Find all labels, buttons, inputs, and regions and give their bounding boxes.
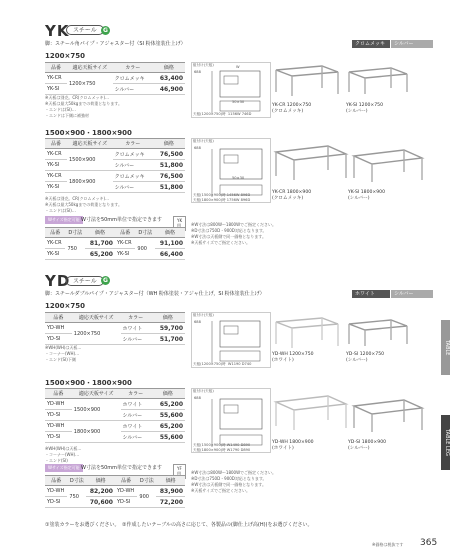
product-code: YK-CR [45,171,67,182]
color-bar-white: ホワイト [352,290,390,298]
product-caption: YK-CR 1200×750 [272,103,312,108]
color-name: クロムメッキ [113,73,153,84]
top-size: 1500×900 [72,399,121,421]
section-title-yd-1500: 1500×900・1800×900 [45,379,132,387]
notes-yk-1500: ※天板は別売。CR(クロムメッキ)… ※天板は最大50kgまでの荷重となります。 ・エンドは(SI)… [45,196,122,213]
product-color: (クロムメッキ) [272,196,304,201]
price: 65,200 [151,399,185,410]
product-code: YK-CR [115,238,135,249]
product-color: (シルバー) [346,109,368,114]
page-number: 365 [420,538,438,548]
product-code: YD-WH [45,399,72,410]
product-color: (シルバー) [348,446,370,451]
table-row [45,238,185,249]
col-header: カラー [121,313,151,323]
product-code: YK-SI [115,249,135,260]
price: 46,900 [153,84,185,95]
product-image-yd-si-1800 [350,396,426,434]
product-image-yk-si-1800 [350,146,426,184]
price: 91,100 [155,238,185,249]
product-image-yk-cr-1800 [272,142,350,182]
color-name: クロムメッキ [113,149,153,160]
col-header: D寸法 [67,476,86,486]
product-code: YD-WH [45,486,67,497]
price: 51,800 [153,182,185,193]
product-caption: YD-WH 1800×900 [272,440,314,445]
col-header: 品番 [45,139,67,149]
w-size-tag: Wサイズ指定可能 [45,464,83,472]
col-header: 品番 [45,389,72,399]
dim-pipe: 50×30 [232,176,245,180]
table-row [45,73,185,84]
product-code: YD-WH [45,421,72,432]
product-code: YK-SI [45,249,65,260]
price: 82,200 [86,486,115,497]
depth: 750 [65,238,85,260]
green-g-icon: G [101,26,110,35]
table-row [45,171,185,182]
product-code: YD-WH [115,486,137,497]
product-caption: YK-CR 1800×900 [272,190,312,195]
table-row [45,160,185,171]
drawing-label: 組付け(天板) [193,389,214,393]
w50-header-yk [45,216,185,228]
dim-pipe: 50×30 [232,100,245,104]
table-row [45,421,185,432]
col-header: 品番 [45,476,67,486]
w-size-tag: Wサイズ指定可能 [45,216,83,224]
color-name: シルバー [113,160,153,171]
dim-688: 688 [194,146,201,150]
material-badge-yk: スチール [66,25,104,35]
price: 72,200 [156,497,185,508]
color-name: シルバー [121,432,151,443]
drawing-label: 組付け(天板) [193,139,214,143]
table-row [45,182,185,193]
notes-yk-1200: ※天板は別売。CR(クロムメッキ)… ※天板は最大50kgまでの荷重となります。 ・エンドは(SI)… ・エンドは下側に補強材 [45,95,122,118]
price: 65,200 [85,249,115,260]
spec-table-yk-1500 [45,138,185,193]
side-tab-table-leg[interactable]: TABLE LEG [441,415,450,470]
product-color: (ホワイト) [272,358,294,363]
w50-header-yd [45,464,185,476]
footer-note: ①塗装カラーをお選びください。 ②作成したいテーブルの高さに応じて、各製品の(脚仕上げ高(H))をお選びください。 [45,522,313,528]
notes-yd-1500: ※WH(WH)は天板… ・コーナー(WH)… ・エンド(SI) [45,446,82,463]
color-name: シルバー [121,410,151,421]
product-code: YK-SI [45,182,67,193]
leg-dimension-drawing [192,63,272,119]
color-name: シルバー [113,84,153,95]
col-header: 品番 [45,63,67,73]
product-code: YK-CR [45,238,65,249]
product-image-yk-cr-1200 [272,62,342,98]
section-title-yd-1200: 1200×750 [45,302,85,310]
w50-table-yk [45,227,185,260]
price: 63,400 [153,73,185,84]
top-size: 1500×900 [67,149,113,171]
price: 76,500 [153,149,185,160]
product-color: (クロムメッキ) [272,109,304,114]
dim-w: W [236,65,240,69]
col-header: 品番 [115,228,135,238]
col-header: D寸法 [135,228,155,238]
color-bar-chrome: クロムメッキ [352,40,390,48]
section-title-yk-1200: 1200×750 [45,52,85,60]
spec-table-yd-1500 [45,388,185,443]
product-code: YD-WH [45,323,72,334]
product-code: YD-SI [45,410,72,421]
w50-title: W寸法を50mm単位で指定できます [81,465,163,471]
col-header: 価格 [156,476,185,486]
product-color: (ホワイト) [272,446,294,451]
col-header: 価格 [155,228,185,238]
material-badge-yd: スチール [66,276,104,286]
depth: 900 [137,486,156,508]
price: 76,500 [153,171,185,182]
col-header: 適応天板サイズ [67,139,113,149]
dims-yd-1500: 天板(1500×900)時 W1490 D890 天板(1800×900)時 W1790 D890 [193,443,251,452]
col-header: 価格 [151,313,185,323]
color-name: ホワイト [121,399,151,410]
drawing-yk-1200 [191,62,271,118]
product-color: (シルバー) [348,196,370,201]
col-header: 価格 [86,476,115,486]
color-bar-silver: シルバー [391,290,433,298]
col-header: 品番 [115,476,137,486]
side-notes-yk: ※W寸法は800W〜1800Wでご指定ください。 ※D寸法は750D・900D対応となります。 ※W寸法は天板側で同一価格となります。 ※天板サイズでご指定ください。 [191,222,277,245]
table-row [45,497,185,508]
col-header: 品番 [45,313,72,323]
price: 81,700 [85,238,115,249]
price: 51,700 [151,334,185,345]
product-image-yd-si-1200 [345,316,411,348]
product-color: (シルバー) [346,358,368,363]
col-header: 適応天板サイズ [72,313,121,323]
col-header: 適応天板サイズ [72,389,121,399]
notes-yd-1200: ※WH(WH)は天板… ・コーナー(WH)… ・エンド(SI)下側 [45,345,82,362]
table-row [45,84,185,95]
section-title-yk-1500: 1500×900・1800×900 [45,129,132,137]
table-row [45,323,185,334]
w50-ref: YK 用 [173,216,186,231]
table-row [45,486,185,497]
col-header: 価格 [85,228,115,238]
col-header: カラー [121,389,151,399]
top-size: 1200×750 [67,73,113,95]
product-code: YK-SI [45,84,67,95]
drawing-label: 組付け(天板) [193,313,214,317]
dims-yk-1500: 天板(1500×900)時 1456W 896D 天板(1800×900)時 1756W 896D [193,193,251,202]
material-description-yd: 脚：スチールダブルパイプ・アジャスター付（WH 粉体塗装・アジャ仕上げ，SI 粉体塗装仕上げ） [45,291,265,297]
color-name: クロムメッキ [113,171,153,182]
col-header: 価格 [153,63,185,73]
product-code: YD-SI [45,432,72,443]
color-name: シルバー [121,334,151,345]
product-image-yd-wh-1200 [272,314,342,350]
product-code: YK-CR [45,149,67,160]
col-header: D寸法 [137,476,156,486]
leg-dimension-drawing [192,313,272,369]
col-header: カラー [113,139,153,149]
series-title-yd: YD [45,272,71,290]
w50-title: W寸法を50mm単位で指定できます [81,217,163,223]
price: 51,800 [153,160,185,171]
color-name: シルバー [113,182,153,193]
price: 59,700 [151,323,185,334]
price: 55,600 [151,432,185,443]
product-caption: YD-WH 1200×750 [272,352,314,357]
price: 55,600 [151,410,185,421]
w50-ref: YF 用 [173,464,186,479]
product-caption: YD-SI 1200×750 [346,352,385,357]
footer-small: ※価格は税抜です [372,542,404,547]
product-caption: YK-SI 1200×750 [346,103,384,108]
price: 65,200 [151,421,185,432]
top-size: 1200×750 [72,323,121,345]
material-description-yk: 脚：スチール角パイプ・アジャスター付（SI 粉体塗装仕上げ） [45,41,186,47]
drawing-yd-1200 [191,312,271,368]
dim-688: 688 [194,70,201,74]
price: 66,400 [155,249,185,260]
color-name: ホワイト [121,323,151,334]
product-caption: YD-SI 1800×900 [348,440,387,445]
top-size: 1800×900 [67,171,113,193]
spec-table-yd-1200 [45,312,185,345]
side-tab-table[interactable]: TABLE [441,320,450,375]
col-header: 価格 [151,389,185,399]
w50-table-yd [45,475,185,508]
spec-table-yk-1200 [45,62,185,95]
col-header: 価格 [153,139,185,149]
col-header: 品番 [45,228,65,238]
table-row [45,399,185,410]
product-code: YD-SI [115,497,137,508]
color-bar-silver: シルバー [391,40,433,48]
product-code: YD-SI [45,334,72,345]
product-code: YK-SI [45,160,67,171]
side-notes-yd: ※W寸法は800W〜1800Wでご指定ください。 ※D寸法は750D・900D対応となります。 ※W寸法は天板側で同一価格となります。 ※天板サイズでご指定ください。 [191,470,277,493]
green-g-icon: G [101,276,110,285]
col-header: カラー [113,63,153,73]
product-image-yk-si-1200 [345,64,411,96]
col-header: D寸法 [65,228,85,238]
depth: 750 [67,486,86,508]
product-caption: YK-SI 1800×900 [348,190,386,195]
product-image-yd-wh-1800 [272,392,350,432]
product-code: YK-CR [45,73,67,84]
price: 70,600 [86,497,115,508]
price: 83,900 [156,486,185,497]
dims-yk-1200: 天板(1200×750)時 1156W 746D [193,112,252,116]
color-name: ホワイト [121,421,151,432]
table-row [45,149,185,160]
dims-yd-1200: 天板(1200×750)時 W1190 D740 [193,362,252,366]
product-code: YD-SI [45,497,67,508]
top-size: 1800×900 [72,421,121,443]
dim-688: 688 [194,396,201,400]
drawing-label: 組付け(天板) [193,63,214,67]
col-header: 適応天板サイズ [67,63,113,73]
dim-688: 688 [194,320,201,324]
series-title-yk: YK [45,22,70,40]
depth: 900 [135,238,155,260]
